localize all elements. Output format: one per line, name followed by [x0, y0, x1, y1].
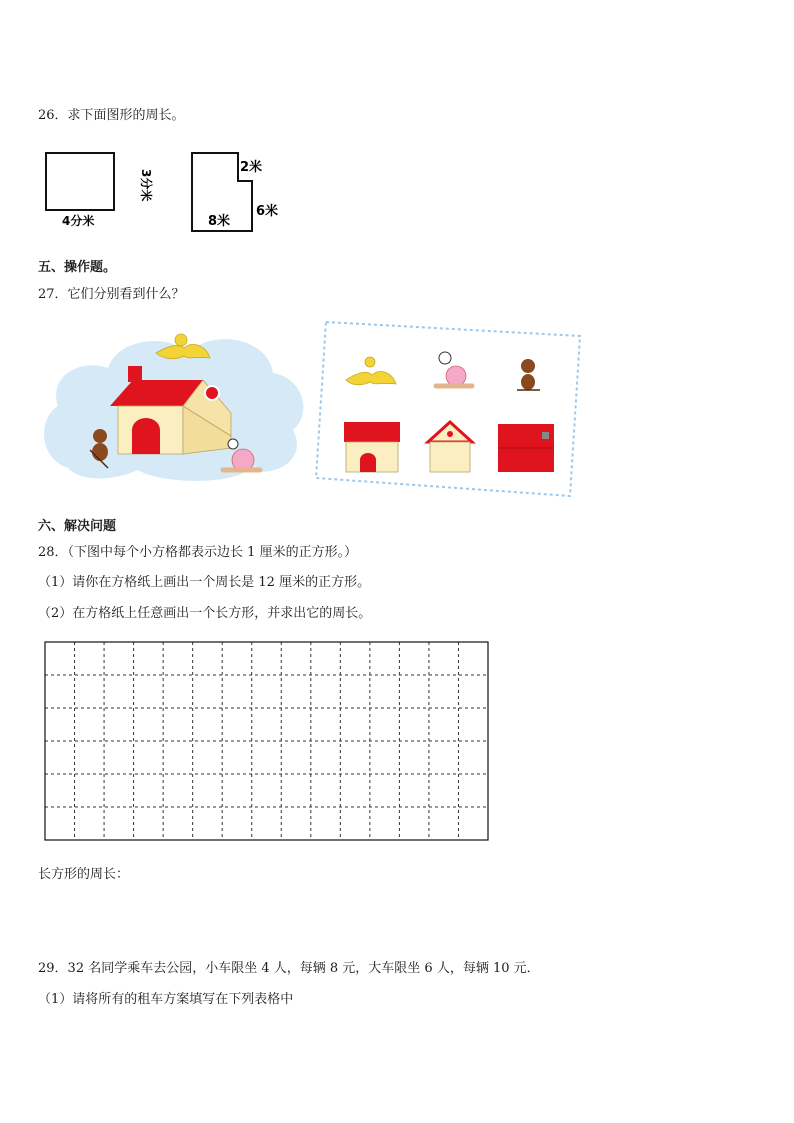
- q27-title: 27．它们分别看到什么？: [38, 287, 185, 302]
- round-window: [205, 386, 219, 400]
- rect-bottom-label: 4分米: [62, 214, 95, 228]
- grid-paper[interactable]: [44, 641, 490, 843]
- q29-part1: （1）请将所有的租车方案填写在下列表格中: [38, 992, 294, 1007]
- q28-title: 28．（下图中每个小方格都表示边长 1 厘米的正方形。）: [38, 545, 358, 560]
- q26-title: 26．求下面图形的周长。: [38, 108, 185, 123]
- rectangle-shape: [46, 153, 114, 210]
- q29-title: 29．32 名同学乘车去公园，小车限坐 4 人，每辆 8 元，大车限坐 6 人，每辆 10 元．: [38, 961, 540, 976]
- scene-illustration: [38, 318, 310, 486]
- rect-side-label: 3分米: [139, 169, 153, 202]
- view-house-front-roof: [344, 422, 400, 442]
- answer-label: 长方形的周长：: [38, 867, 130, 882]
- right-label: 6米: [256, 204, 279, 219]
- inner-label: 8米: [208, 214, 231, 229]
- q28-part2: （2）在方格纸上任意画出一个长方形，并求出它的周长。: [38, 606, 372, 621]
- views-card: [312, 318, 584, 498]
- house-door: [132, 418, 160, 454]
- section6-title: 六、解决问题: [38, 519, 117, 534]
- q26-figures: [40, 145, 300, 235]
- notch-label: 2米: [240, 160, 263, 175]
- q28-part1: （1）请你在方格纸上画出一个周长是 12 厘米的正方形。: [38, 575, 371, 590]
- section5-title: 五、操作题。: [38, 260, 117, 275]
- chimney: [128, 366, 142, 382]
